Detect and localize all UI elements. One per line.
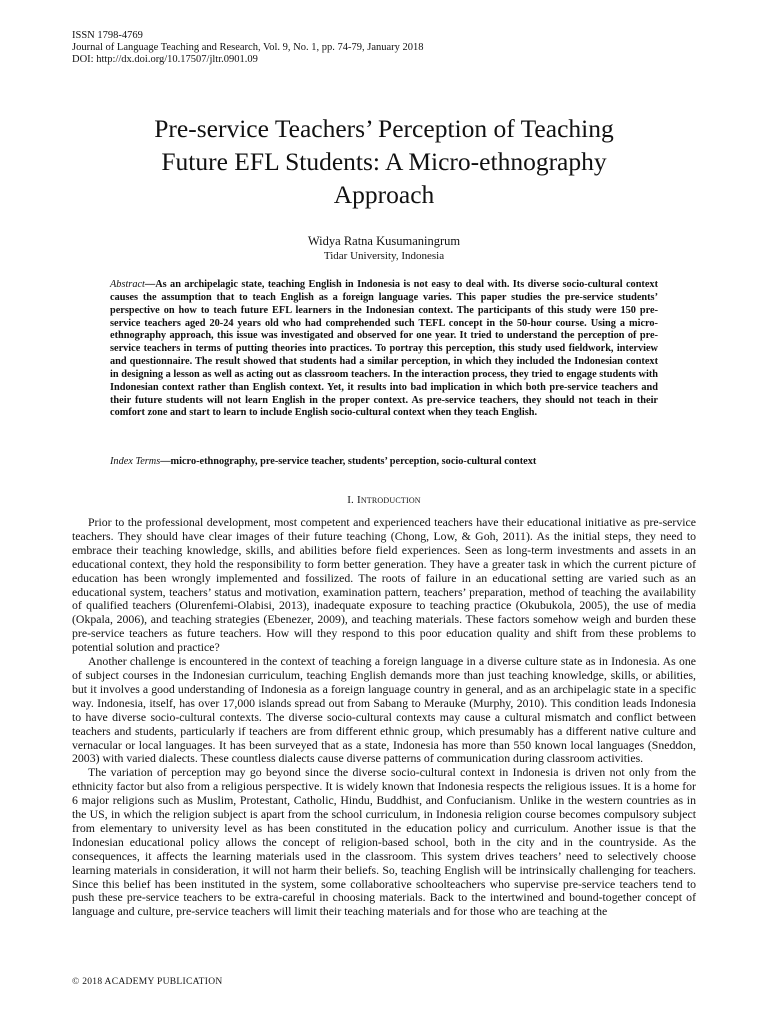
author-affiliation: Tidar University, Indonesia bbox=[323, 250, 445, 262]
author-name: Widya Ratna Kusumaningrum bbox=[307, 234, 461, 248]
journal-citation-line: Journal of Language Teaching and Research, Vol. 9, No. 1, pp. 74-79, January 2018 bbox=[72, 42, 424, 53]
journal-header bbox=[72, 30, 424, 66]
paragraph: Another challenge is encountered in the context of teaching a foreign language in a diverse culture state as in Indonesia. As one of subject courses in the Indonesian curriculum, teaching English demands more than just teaching knowledge, skills, or abilities, but it involves a good understanding of Indonesia as a foreign language country in general, and as an archipelagic state in a specific way. Indonesia, itself, has over 17,000 islands spread out from Sabang to Merauke (Murphy, 2010). This condition leads Indonesia to have diverse socio-cultural contexts. The diverse socio-cultural contexts may cause a cultural mismatch and conflict between teachers and students, particularly if teachers are from different ethnic group, which presumably has a different native culture and vernacular or local languages. It has been surveyed that as a state, Indonesia has more than 550 known local languages (Sneddon, 2003) with varied dialects. These countless dialects cause diverse patterns of communication during classroom activities. bbox=[72, 654, 696, 766]
paper-title bbox=[72, 112, 696, 211]
issn-line: ISSN 1798-4769 bbox=[72, 30, 143, 41]
title-line: Approach bbox=[333, 180, 435, 209]
doi-line: DOI: http://dx.doi.org/10.17507/jltr.0901.09 bbox=[72, 54, 258, 65]
paragraph: Prior to the professional development, most competent and experienced teachers have their educational initiative as pre-service teachers. They should have clear images of their future teaching (Chong, Low, & Goh, 2011). As the initial steps, they need to embrace their teaching knowledge, skills, and abilities before field experiences. Seen as long-term investments and assets in an educational context, they hold the responsibility to form better generation. They have a greater task in which the current picture of education has been wrongly implemented and fossilized. The roots of failure in an educational setting are varied such as an educational system, teachers’ status and motivation, examination pattern, teachers’ preparation, method of teaching the availability of qualified teachers (Olurenfemi-Olabisi, 2013), inadequate exposure to teaching practice (Okubukola, 2005), the use of media (Okpala, 2006), and teaching strategies (Ebenezer, 2009), and teaching materials. These factors somehow weigh and burden these pre-service teachers as future teachers. How will they respond to this poor education quality and shift from these problems to potential solution and practice? bbox=[72, 515, 696, 655]
section-heading: I. Introduction bbox=[347, 494, 421, 506]
title-line: Future EFL Students: A Micro-ethnography bbox=[161, 147, 607, 176]
index-terms-text: —micro-ethnography, pre-service teacher, students’ perception, socio-cultural context bbox=[160, 456, 537, 467]
abstract-lead: Abstract bbox=[110, 279, 145, 290]
paragraph: The variation of perception may go beyond since the diverse socio-cultural context in Indonesia is driven not only from the ethnicity factor but also from a religious perspective. It is widely known that Indonesia respects the religious issues. It is a home for 6 major religions such as Muslim, Protestant, Catholic, Hindu, Buddhist, and Confucianism. Unlike in the western countries as in the US, in which the religion subject is apart from the school curriculum, in Indonesia religion course becomes compulsory subject from elementary to university level as has been constituted in the education policy and curriculum. Another issue is that the Indonesian educational policy allows the concept of religion-based school, both in the city and in the countryside. As the consequences, it affects the learning materials used in the classroom. This system drives teachers’ need to selectively choose learning materials in consideration, it will not harm their beliefs. So, teaching English will be intrinsically challenging for teachers. Since this belief has been instituted in the system, some collaborative schoolteachers who supervise pre-service teachers tend to push these pre-service teachers to be extra-careful in choosing materials. Back to the intertwined and bound-together concept of language and culture, pre-service teachers will limit their teaching materials and for those who are teaching at the bbox=[72, 765, 696, 919]
title-line: Pre-service Teachers’ Perception of Teaching bbox=[154, 114, 614, 143]
index-terms bbox=[110, 455, 658, 468]
index-terms-lead: Index Terms bbox=[110, 456, 161, 467]
body-text bbox=[72, 516, 696, 919]
abstract-text: —As an archipelagic state, teaching English in Indonesia is not easy to deal with. Its diverse socio-cultural context causes the assumption that to teach English as a foreign language varies. This paper studies the pre-service students’ perspective on how to teach future EFL learners in the Indonesian context. The participants of this study were 150 pre-service teachers aged 20-24 years old who had comprehended such TEFL concept in the 50-hour course. Using a micro-ethnography approach, this issue was investigated and observed for one year. It tried to understand the perception of pre-service teachers in terms of putting theories into practices. To portray this perception, this study used fieldwork, interview and questionnaire. The result showed that students had a similar perception, in which they included the Indonesian context in designing a lesson as well as acting out as classroom teachers. In the interaction process, they tried to engage students with Indonesian context rather than English context. Yet, it results into bad implication in which both pre-service teachers and their future students will not learn English in the proper context. As pre-service teachers, they should not teach in their comfort zone and start to learn to include English socio-cultural context when they teach English. bbox=[110, 279, 658, 419]
copyright-footer: © 2018 ACADEMY PUBLICATION bbox=[72, 977, 223, 987]
abstract bbox=[110, 279, 658, 420]
